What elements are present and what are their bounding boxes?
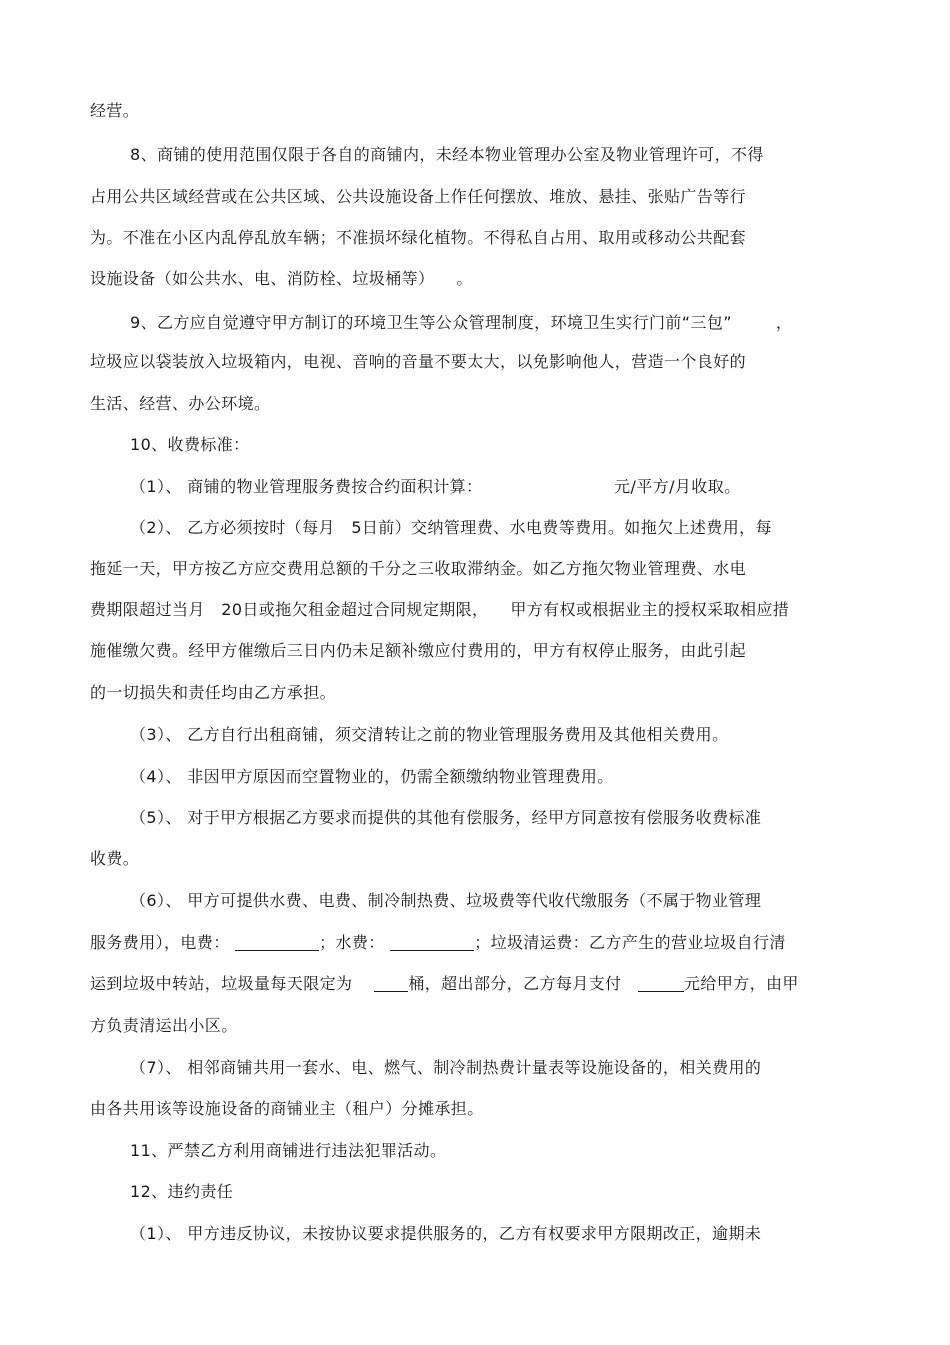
- text-line: 经营。: [90, 101, 140, 120]
- fee-item-2: （2）、 乙方必须按时（每月 5日前）交纳管理费、水电费等费用。如拖欠上述费用，每: [130, 518, 772, 537]
- fee-item-6: （6）、 甲方可提供水费、电费、制冷制热费、垃圾费等代收代缴服务（不属于物业管理: [130, 891, 762, 910]
- text-segment: 服务费用），电费：: [90, 933, 230, 952]
- text-line: 由各共用该等设施设备的商铺业主（租户）分摊承担。: [90, 1099, 484, 1118]
- text-line: 垃圾应以袋装放入垃圾箱内，电视、音响的音量不要太大，以免影响他人，营造一个良好的: [90, 352, 747, 371]
- text-segment: ；垃圾清运费：乙方产生的营业垃圾自行清: [474, 933, 786, 952]
- clause-8: 8、商铺的使用范围仅限于各自的商铺内，未经本物业管理办公室及物业管理许可，不得: [130, 145, 764, 164]
- text-line: 占用公共区域经营或在公共区域、公共设施设备上作任何摆放、堆放、悬挂、张贴广告等行: [90, 187, 747, 206]
- fee-item-4: （4）、 非因甲方原因而空置物业的，仍需全额缴纳物业管理费用。: [130, 767, 614, 786]
- blank-field-electricity: [235, 934, 319, 951]
- fee-item-5: （5）、 对于甲方根据乙方要求而提供的其他有偿服务，经甲方同意按有偿服务收费标准: [130, 808, 762, 827]
- clause-10-heading: 10、收费标准：: [130, 435, 250, 454]
- clause-11: 11、严禁乙方利用商铺进行违法犯罪活动。: [130, 1141, 447, 1160]
- fee-item-6-line3: [90, 974, 799, 994]
- text-line: 方负责清运出小区。: [90, 1016, 238, 1035]
- text-segment: 运到垃圾中转站，垃圾量每天限定为: [90, 974, 375, 993]
- fee-item-1: （1）、 商铺的物业管理服务费按合约面积计算： 元/平方/月收取。: [130, 477, 741, 496]
- text-line: 的一切损失和责任均由乙方承担。: [90, 683, 337, 702]
- blank-field-bucket-count: [374, 975, 408, 992]
- fee-item-7: （7）、 相邻商铺共用一套水、电、燃气、制冷制热费计量表等设施设备的，相关费用的: [130, 1058, 762, 1077]
- text-line: 施催缴欠费。经甲方催缴后三日内仍未足额补缴应付费用的，甲方有权停止服务，由此引起: [90, 641, 747, 660]
- text-line: 拖延一天，甲方按乙方应交费用总额的千分之三收取滞纳金。如乙方拖欠物业管理费、水电: [90, 559, 747, 578]
- clause-9: 9、乙方应自觉遵守甲方制订的环境卫生等公众管理制度，环境卫生实行门前“三包” ，: [130, 313, 793, 332]
- text-segment: 桶，超出部分，乙方每月支付: [408, 974, 639, 993]
- text-line: 收费。: [90, 849, 140, 868]
- text-line: 费期限超过当月 20日或拖欠租金超过合同规定期限， 甲方有权或根据业主的授权采取相应措: [90, 600, 790, 619]
- blank-field-water: [390, 934, 474, 951]
- text-line: 为。不准在小区内乱停乱放车辆；不准损坏绿化植物。不得私自占用、取用或移动公共配套: [90, 228, 747, 247]
- fee-item-3: （3）、 乙方自行出租商铺，须交清转让之前的物业管理服务费用及其他相关费用。: [130, 725, 729, 744]
- liability-item-1: （1）、 甲方违反协议，未按协议要求提供服务的，乙方有权要求甲方限期改正，逾期未: [130, 1224, 762, 1243]
- text-line: 生活、经营、办公环境。: [90, 394, 271, 413]
- text-segment: ；水费：: [319, 933, 385, 952]
- text-segment: 元给甲方，由甲: [684, 974, 799, 993]
- text-line: 设施设备（如公共水、电、消防栓、垃圾桶等） 。: [90, 269, 473, 288]
- blank-field-monthly-amount: [638, 975, 684, 992]
- fee-item-6-line2: [90, 933, 786, 953]
- clause-12-heading: 12、违约责任: [130, 1182, 234, 1201]
